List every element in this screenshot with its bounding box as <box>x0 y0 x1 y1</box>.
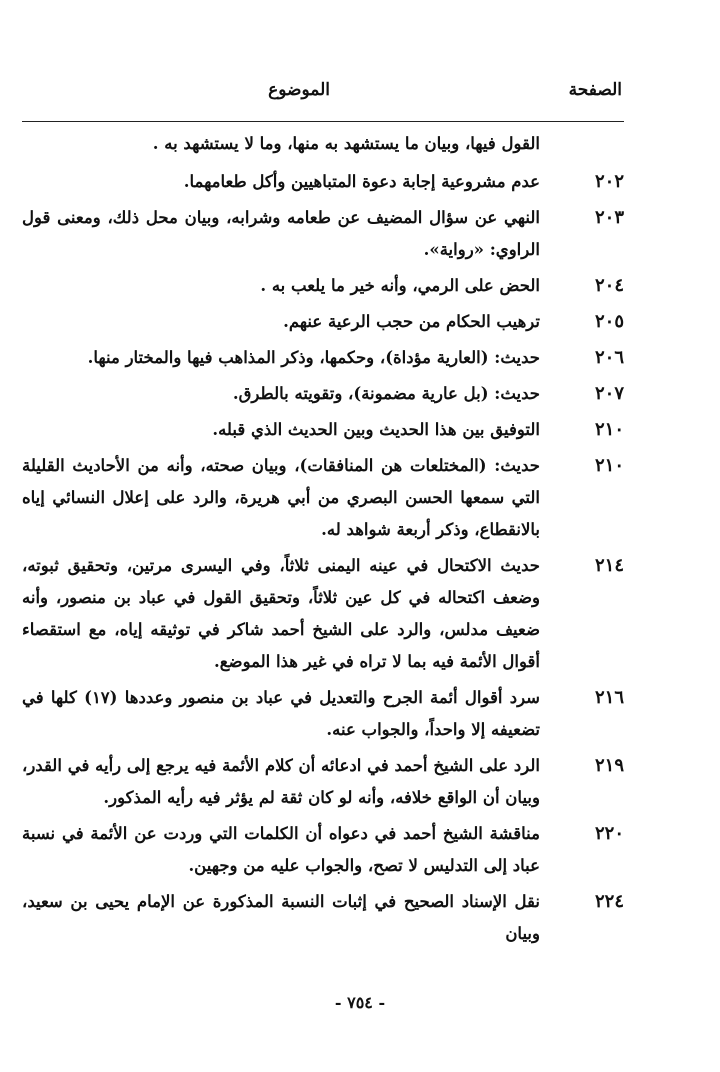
entry-page-number: ٢٢٠ <box>594 823 624 844</box>
entry-page-number: ٢٢٤ <box>594 891 624 912</box>
entry-topic: الحض على الرمي، وأنه خير ما يلعب به . <box>260 276 540 295</box>
entry-topic: حديث: (بل عارية مضمونة)، وتقويته بالطرق. <box>232 384 540 403</box>
index-entry <box>22 682 624 746</box>
index-entry <box>22 342 624 374</box>
entry-topic: نقل الإسناد الصحيح في إثبات النسبة المذكورة عن الإمام يحيى بن سعيد، وبيان <box>22 892 540 943</box>
entry-page-number: ٢١٠ <box>594 455 624 476</box>
entry-page-number: ٢٠٣ <box>594 207 624 228</box>
entry-topic: حديث: (العارية مؤداة)، وحكمها، وذكر المذاهب فيها والمختار منها. <box>87 348 540 367</box>
entry-topic: حديث الاكتحال في عينه اليمنى ثلاثاً، وفي اليسرى مرتين، وتحقيق ثبوته، وضعف اكتحاله في كل عين ثلاثاً، وتحقيق القول في عباد بن منصور، وأنه ضعيف مدلس، والرد على الشيخ أحمد شاكر في توثيقه إياه، مع استقصاء أقوال الأئمة فيه بما لا تراه في غير هذا الموضع. <box>22 556 540 671</box>
index-entry <box>22 414 624 446</box>
entry-page-number: ٢١٠ <box>594 419 624 440</box>
entry-topic: مناقشة الشيخ أحمد في دعواه أن الكلمات التي وردت عن الأئمة في نسبة عباد إلى التدليس لا تصح، والجواب عليه من وجهين. <box>22 824 540 875</box>
index-entry <box>22 202 624 266</box>
entry-page-number: ٢١٩ <box>594 755 624 776</box>
index-entry <box>22 550 624 678</box>
index-entry <box>22 128 624 160</box>
entry-topic: القول فيها، وبيان ما يستشهد به منها، وما لا يستشهد به . <box>152 134 540 153</box>
index-entry <box>22 450 624 546</box>
entry-page-number: ٢٠٥ <box>594 311 624 332</box>
entry-topic: النهي عن سؤال المضيف عن طعامه وشرابه، وبيان محل ذلك، ومعنى قول الراوي: «رواية». <box>22 208 540 259</box>
index-entry <box>22 818 624 882</box>
entry-topic: حديث: (المختلعات هن المنافقات)، وبيان صحته، وأنه من الأحاديث القليلة التي سمعها الحسن البصري من أبي هريرة، والرد على إعلال النسائي إياه بالانقطاع، وذكر أربعة شواهد له. <box>22 456 540 539</box>
index-entries <box>22 128 624 954</box>
index-entry <box>22 166 624 198</box>
entry-topic: عدم مشروعية إجابة دعوة المتباهيين وأكل طعامهما. <box>183 172 540 191</box>
topic-column-header: الموضوع <box>268 80 330 100</box>
index-entry <box>22 886 624 950</box>
entry-page-number: ٢٠٤ <box>594 275 624 296</box>
entry-page-number: ٢١٤ <box>594 555 624 576</box>
index-entry <box>22 750 624 814</box>
entry-topic: الرد على الشيخ أحمد في ادعائه أن كلام الأئمة فيه يرجع إلى رأيه في القدر، وبيان أن الواقع خلافه، وأنه لو كان ثقة لم يؤثر فيه رأيه المذكور. <box>22 756 540 807</box>
index-entry <box>22 378 624 410</box>
index-entry <box>22 306 624 338</box>
entry-page-number: ٢٠٦ <box>594 347 624 368</box>
entry-page-number: ٢٠٧ <box>594 383 624 404</box>
page-number: - ٧٥٤ - <box>334 993 386 1012</box>
entry-page-number: ٢١٦ <box>594 687 624 708</box>
entry-page-number: ٢٠٢ <box>594 171 624 192</box>
entry-topic: ترهيب الحكام من حجب الرعية عنهم. <box>283 312 540 331</box>
entry-topic: سرد أقوال أئمة الجرح والتعديل في عباد بن منصور وعددها (١٧) كلها في تضعيفه إلا واحداً، والجواب عنه. <box>22 688 540 739</box>
entry-topic: التوفيق بين هذا الحديث وبين الحديث الذي قبله. <box>212 420 540 439</box>
header-divider <box>22 121 624 122</box>
index-entry <box>22 270 624 302</box>
page-column-header: الصفحة <box>568 80 622 100</box>
